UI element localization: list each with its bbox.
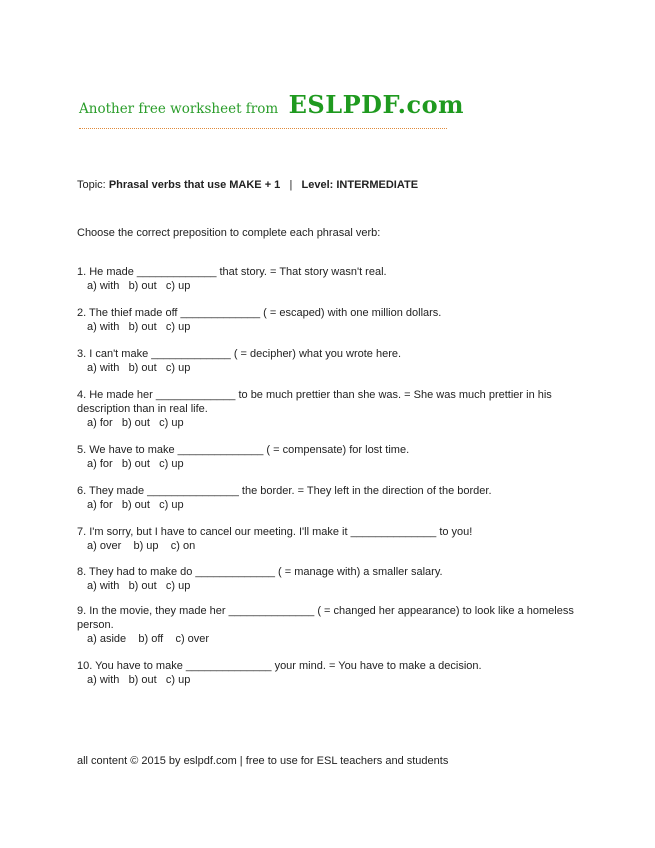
question-item xyxy=(77,659,577,687)
question-item xyxy=(77,604,577,646)
question-stem: 7. I'm sorry, but I have to cancel our meeting. I'll make it ______________ to you! xyxy=(77,526,473,538)
question-stem: 2. The thief made off _____________ ( = escaped) with one million dollars. xyxy=(77,307,442,319)
question-options: a) with b) out c) up xyxy=(87,580,191,592)
footer-copyright: all content © 2015 by eslpdf.com | free to use for ESL teachers and students xyxy=(77,755,449,767)
topic-level: Level: INTERMEDIATE xyxy=(301,179,419,191)
question-item xyxy=(77,347,577,375)
question-item xyxy=(77,443,577,471)
topic-label: Topic: xyxy=(77,179,106,191)
question-stem: 4. He made her _____________ to be much prettier than she was. = She was much prettier in his description than in real life. xyxy=(77,389,552,415)
question-stem: 6. They made _______________ the border. = They left in the direction of the border. xyxy=(77,485,492,497)
question-stem: 3. I can't make _____________ ( = decipher) what you wrote here. xyxy=(77,348,402,360)
instructions: Choose the correct preposition to complete each phrasal verb: xyxy=(77,227,381,239)
question-options: a) aside b) off c) over xyxy=(87,633,210,645)
question-stem: 5. We have to make ______________ ( = compensate) for lost time. xyxy=(77,444,410,456)
question-options: a) with b) out c) up xyxy=(87,321,191,333)
question-options: a) with b) out c) up xyxy=(87,362,191,374)
question-options: a) with b) out c) up xyxy=(87,280,191,292)
question-item xyxy=(77,525,577,553)
worksheet-header xyxy=(79,90,464,119)
brand-logo-text: ESLPDF.com xyxy=(288,90,464,119)
question-options: a) for b) out c) up xyxy=(87,458,184,470)
question-options: a) for b) out c) up xyxy=(87,417,184,429)
question-stem: 10. You have to make ______________ your mind. = You have to make a decision. xyxy=(77,660,482,672)
topic-separator: | xyxy=(289,179,293,191)
question-options: a) with b) out c) up xyxy=(87,674,191,686)
question-stem: 9. In the movie, they made her ______________ ( = changed her appearance) to look like a homeless person. xyxy=(77,605,574,631)
question-item xyxy=(77,565,577,593)
question-stem: 8. They had to make do _____________ ( = manage with) a smaller salary. xyxy=(77,566,443,578)
question-item xyxy=(77,388,577,430)
topic-line xyxy=(77,179,418,191)
question-options: a) for b) out c) up xyxy=(87,499,184,511)
question-item xyxy=(77,484,577,512)
question-item xyxy=(77,306,577,334)
question-item xyxy=(77,265,577,293)
header-prefix: Another free worksheet from xyxy=(79,101,279,117)
question-options: a) over b) up c) on xyxy=(87,540,196,552)
topic-title: Phrasal verbs that use MAKE + 1 xyxy=(108,179,281,191)
header-divider xyxy=(79,128,447,129)
question-stem: 1. He made _____________ that story. = That story wasn't real. xyxy=(77,266,387,278)
